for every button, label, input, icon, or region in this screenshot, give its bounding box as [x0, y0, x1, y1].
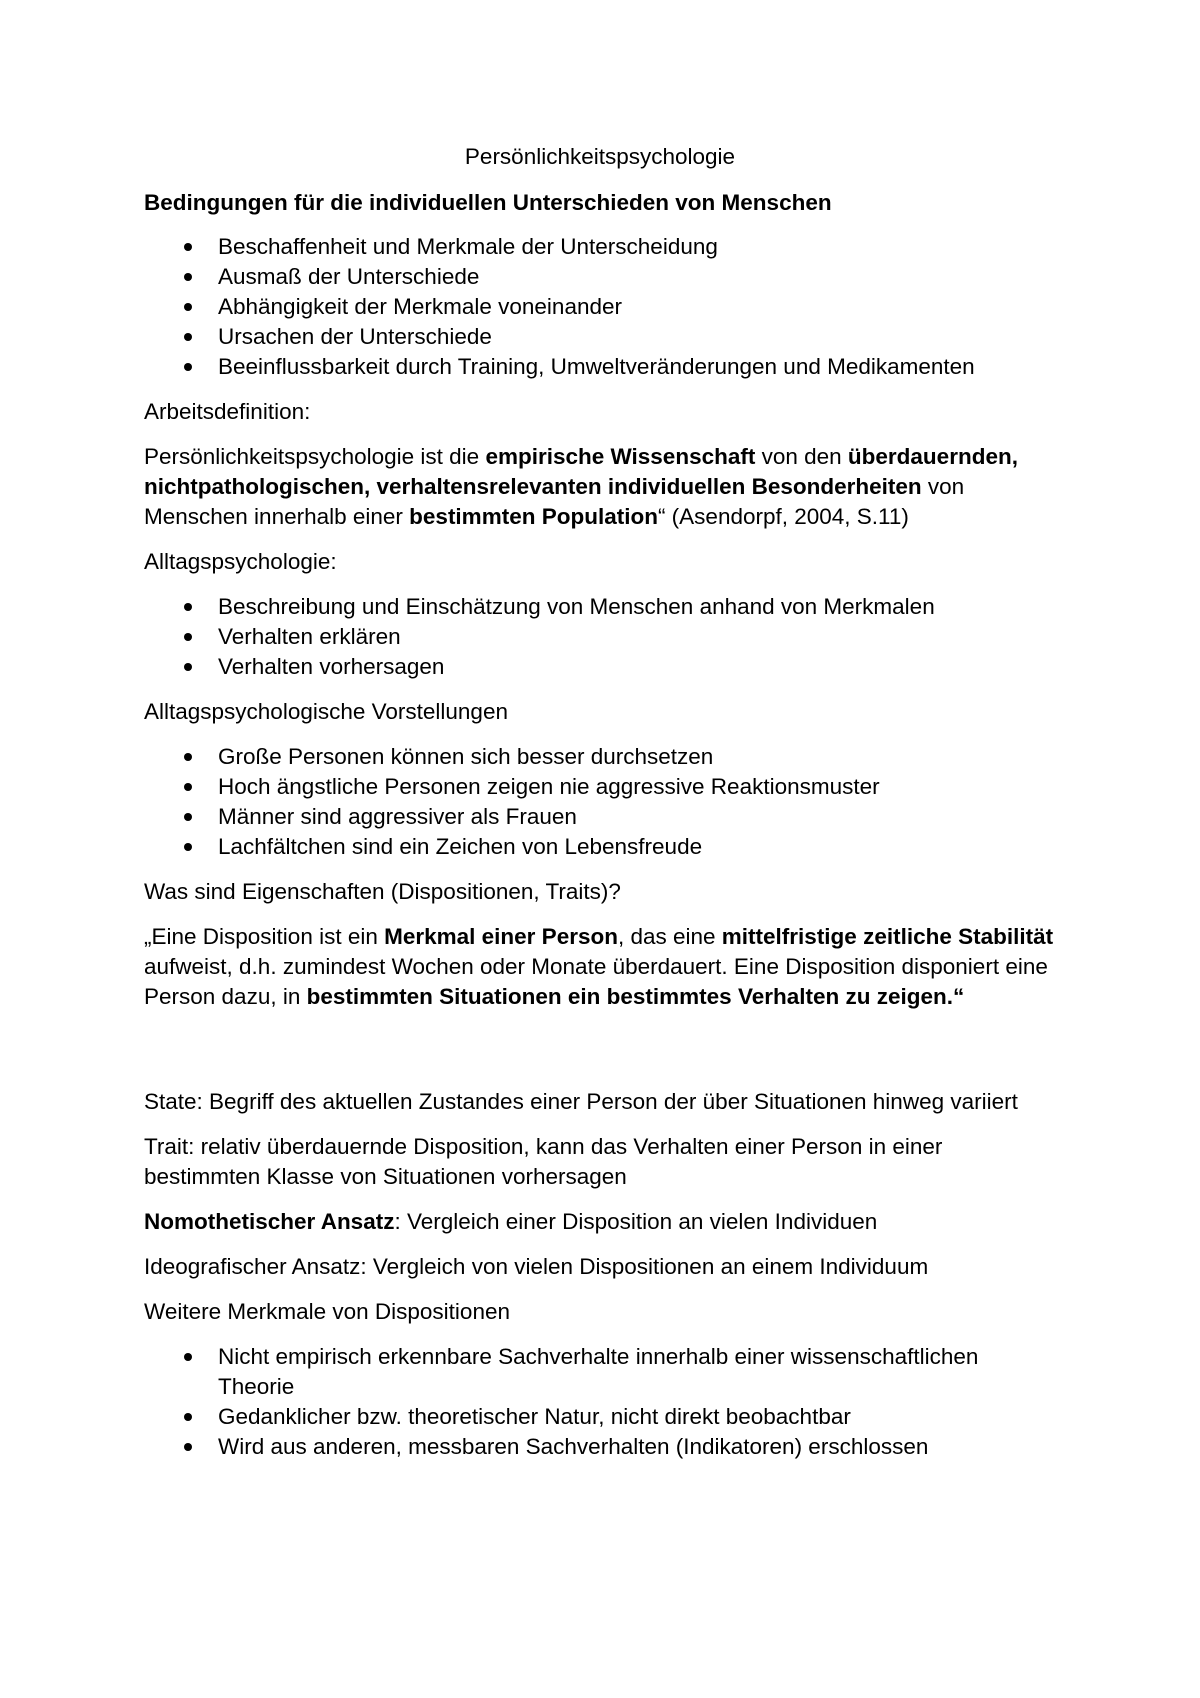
ideographic-approach: Ideografischer Ansatz: Vergleich von vielen Dispositionen an einem Individuum [144, 1254, 929, 1279]
vorstellungen-label: Alltagspsychologische Vorstellungen [144, 699, 508, 724]
nomothetic-approach [144, 1207, 1056, 1237]
definition-emphasis: empirische Wissenschaft [485, 444, 756, 469]
quote-emphasis: Merkmal einer Person [384, 924, 618, 949]
quote-emphasis: mittelfristige zeitliche Stabilität [721, 924, 1054, 949]
list-item: Gedanklicher bzw. theoretischer Natur, nicht direkt beobachtbar [144, 1402, 1056, 1432]
quote-emphasis: bestimmten Situationen ein bestimmtes Verhalten zu zeigen.“ [306, 984, 965, 1009]
definition-emphasis: bestimmten Population [409, 504, 658, 529]
arbeitsdefinition-label: Arbeitsdefinition: [144, 399, 311, 424]
definition-emphasis: überdauernden, nichtpathologischen, verhaltensrelevanten individuellen Besonderheiten [144, 444, 1018, 499]
nomothetic-text: : Vergleich einer Disposition an vielen Individuen [394, 1209, 878, 1234]
definition-text: von den [755, 444, 848, 469]
list-item: Abhängigkeit der Merkmale voneinander [144, 292, 1056, 322]
quote-text: „Eine Disposition ist ein [144, 924, 385, 949]
list-item: Lachfältchen sind ein Zeichen von Lebensfreude [144, 832, 1056, 862]
weitere-merkmale-list [144, 1342, 1056, 1462]
definition-paragraph [144, 442, 1056, 532]
quote-text: , das eine [617, 924, 722, 949]
definition-citation: “ (Asendorpf, 2004, S.11) [657, 504, 909, 529]
list-item: Beeinflussbarkeit durch Training, Umweltveränderungen und Medikamenten [144, 352, 1056, 382]
list-item: Verhalten erklären [144, 622, 1056, 652]
document-body [144, 142, 1056, 1477]
alltagspsychologie-label: Alltagspsychologie: [144, 549, 337, 574]
trait-definition: Trait: relativ überdauernde Disposition, kann das Verhalten einer Person in einer bestimmten Klasse von Situationen vorhersagen [144, 1134, 943, 1189]
list-item: Hoch ängstliche Personen zeigen nie aggressive Reaktionsmuster [144, 772, 1056, 802]
disposition-quote [144, 922, 1056, 1012]
page-title: Persönlichkeitspsychologie [464, 144, 736, 169]
list-item: Verhalten vorhersagen [144, 652, 1056, 682]
blank-space [144, 1027, 1056, 1087]
list-item: Männer sind aggressiver als Frauen [144, 802, 1056, 832]
weitere-merkmale-label: Weitere Merkmale von Dispositionen [144, 1299, 510, 1324]
list-item: Große Personen können sich besser durchsetzen [144, 742, 1056, 772]
eigenschaften-question: Was sind Eigenschaften (Dispositionen, Traits)? [144, 879, 621, 904]
nomothetic-term: Nomothetischer Ansatz [144, 1209, 395, 1234]
vorstellungen-list [144, 742, 1056, 862]
list-item: Ursachen der Unterschiede [144, 322, 1056, 352]
list-item: Ausmaß der Unterschiede [144, 262, 1056, 292]
definition-text: von Menschen innerhalb einer [144, 474, 965, 529]
definition-text: Persönlichkeitspsychologie ist die [144, 444, 486, 469]
list-item: Wird aus anderen, messbaren Sachverhalten (Indikatoren) erschlossen [144, 1432, 1056, 1462]
conditions-list [144, 232, 1056, 382]
list-item: Beschaffenheit und Merkmale der Unterscheidung [144, 232, 1056, 262]
list-item: Nicht empirisch erkennbare Sachverhalte innerhalb einer wissenschaftlichen Theorie [144, 1342, 1056, 1402]
alltag-list [144, 592, 1056, 682]
state-definition: State: Begriff des aktuellen Zustandes einer Person der über Situationen hinweg variiert [144, 1089, 1018, 1114]
section-heading: Bedingungen für die individuellen Unterschieden von Menschen [144, 190, 832, 215]
list-item: Beschreibung und Einschätzung von Menschen anhand von Merkmalen [144, 592, 1056, 622]
quote-text: aufweist, d.h. zumindest Wochen oder Monate überdauert. Eine Disposition disponiert eine Person dazu, in [144, 954, 1048, 1009]
